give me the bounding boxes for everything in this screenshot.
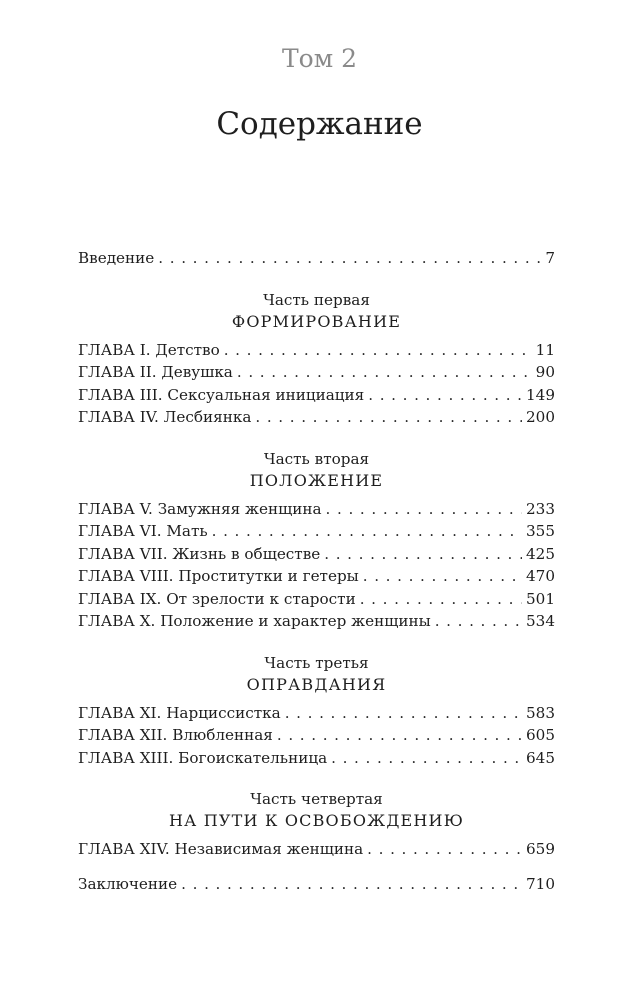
part-heading <box>78 788 555 832</box>
part-subtitle: Часть третья <box>264 653 369 672</box>
entry-label: ГЛАВА III. Сексуальная инициация <box>78 385 365 404</box>
entry-label: ГЛАВА XIV. Независимая женщина <box>78 840 364 858</box>
entry-page: 90 <box>535 363 555 381</box>
entry-page: 645 <box>526 748 555 767</box>
dot-leader <box>326 498 522 520</box>
entry-page: 11 <box>535 340 555 359</box>
dot-leader <box>363 565 522 587</box>
entry-page: 710 <box>526 874 555 893</box>
entry-page: 605 <box>526 726 555 744</box>
toc-entry-conclusion[interactable] <box>78 873 555 896</box>
part-subtitle: Часть четвертая <box>250 790 383 808</box>
toc-entry[interactable] <box>78 384 555 407</box>
toc-entry[interactable] <box>78 838 555 861</box>
entry-label: ГЛАВА XI. Нарциссистка <box>78 703 281 722</box>
entry-page: 501 <box>526 589 555 608</box>
toc-entry[interactable] <box>78 520 555 543</box>
entry-page: 233 <box>526 499 555 518</box>
toc-entry[interactable] <box>78 498 555 521</box>
toc-entry[interactable] <box>78 702 555 725</box>
dot-leader <box>367 838 522 860</box>
dot-leader <box>324 543 522 565</box>
part-heading <box>78 652 555 696</box>
entry-label: ГЛАВА XIII. Богоискательница <box>78 748 328 767</box>
entry-page: 425 <box>526 544 555 563</box>
toc-entry[interactable] <box>78 543 555 566</box>
page-title: Содержание <box>216 106 423 142</box>
dot-leader <box>158 247 541 269</box>
entry-label: ГЛАВА VII. Жизнь в обществе <box>78 544 321 563</box>
toc-entry[interactable] <box>78 588 555 611</box>
entry-label: ГЛАВА XII. Влюбленная <box>78 726 273 744</box>
toc-entry[interactable] <box>78 565 555 588</box>
toc-entry[interactable] <box>78 747 555 770</box>
entry-page: 583 <box>526 703 555 722</box>
dot-leader <box>285 702 522 724</box>
dot-leader <box>435 610 522 632</box>
part-title: ПОЛОЖЕНИЕ <box>249 470 384 490</box>
toc-entry-intro[interactable] <box>78 247 555 270</box>
entry-page: 149 <box>526 385 555 404</box>
dot-leader <box>255 406 522 428</box>
entry-page: 470 <box>526 567 555 585</box>
dot-leader <box>212 520 522 542</box>
dot-leader <box>368 384 522 406</box>
entry-page: 355 <box>526 522 555 540</box>
entry-label: ГЛАВА II. Девушка <box>78 363 233 381</box>
entry-label: ГЛАВА IV. Лесбиянка <box>78 408 252 426</box>
dot-leader <box>331 747 522 769</box>
part-title: ФОРМИРОВАНИЕ <box>231 311 402 331</box>
part-heading <box>78 448 555 492</box>
entry-label: Введение <box>78 249 155 267</box>
volume-label: Том 2 <box>281 44 358 73</box>
dot-leader <box>360 588 522 610</box>
part-subtitle: Часть первая <box>263 290 370 309</box>
entry-page: 200 <box>526 408 555 426</box>
entry-label: ГЛАВА X. Положение и характер женщины <box>78 612 431 630</box>
entry-label: ГЛАВА V. Замужняя женщина <box>78 499 322 518</box>
entry-page: 7 <box>545 249 555 267</box>
dot-leader <box>181 873 522 895</box>
entry-page: 534 <box>526 612 555 630</box>
table-of-contents <box>78 247 555 895</box>
toc-entry[interactable] <box>78 406 555 429</box>
toc-entry[interactable] <box>78 610 555 633</box>
entry-label: Заключение <box>78 874 178 893</box>
part-subtitle: Часть вторая <box>263 449 370 468</box>
dot-leader <box>277 724 522 746</box>
dot-leader <box>224 339 532 361</box>
entry-label: ГЛАВА IX. От зрелости к старости <box>78 589 356 608</box>
entry-label: ГЛАВА VIII. Проститутки и гетеры <box>78 567 359 585</box>
part-title: НА ПУТИ К ОСВОБОЖДЕНИЮ <box>168 811 465 830</box>
part-heading <box>78 289 555 333</box>
toc-entry[interactable] <box>78 339 555 362</box>
entry-label: ГЛАВА VI. Мать <box>78 522 208 540</box>
entry-label: ГЛАВА I. Детство <box>78 340 220 359</box>
entry-page: 659 <box>526 840 555 858</box>
toc-entry[interactable] <box>78 724 555 747</box>
dot-leader <box>237 361 532 383</box>
part-title: ОПРАВДАНИЯ <box>246 674 387 694</box>
toc-entry[interactable] <box>78 361 555 384</box>
